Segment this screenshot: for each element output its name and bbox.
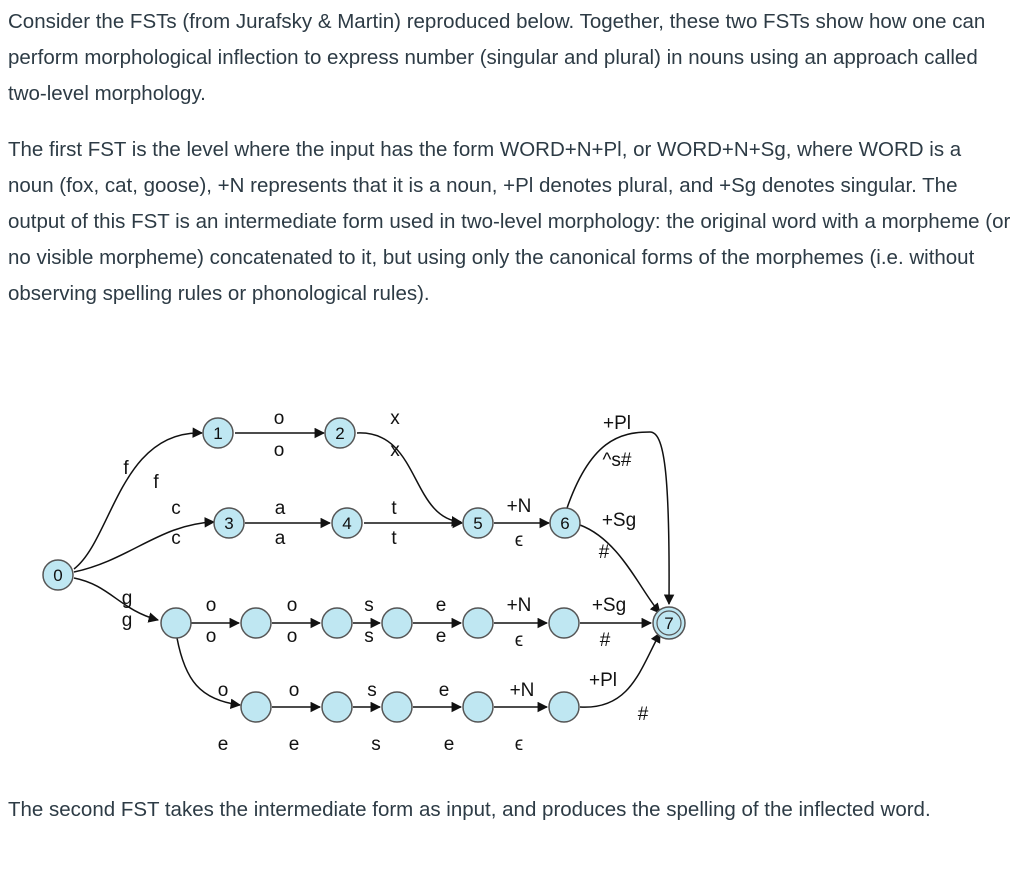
edge-0-3 bbox=[74, 522, 214, 572]
state-goose-5 bbox=[463, 608, 493, 638]
state-4-label: 4 bbox=[342, 514, 352, 533]
label-n5-lower: ϵ bbox=[514, 530, 524, 551]
label-gpl-lower: # bbox=[637, 704, 649, 725]
state-2-label: 2 bbox=[335, 424, 345, 443]
label-c-upper: c bbox=[171, 498, 181, 519]
label-ge-lower: e bbox=[435, 626, 447, 647]
label-pe1-upper: o bbox=[217, 680, 229, 701]
label-pe2-upper: o bbox=[288, 680, 300, 701]
label-go2-upper: o bbox=[286, 595, 298, 616]
label-gsg-upper: +Sg bbox=[591, 595, 627, 616]
label-go1-lower: o bbox=[205, 626, 217, 647]
first-fst-paragraph: The first FST is the level where the input has the form WORD+N+Pl, or WORD+N+Sg, where WORD is a noun (fox, cat, goose), +N represents that it is a noun, +Pl denotes plural, and +Sg denotes singular. The output of this FST is an intermediate form used in two-level morphology: the original word with a morpheme (or no visible morpheme) concatenated to it, but using only the canonical forms of the morphemes (i.e. without observing spelling rules or phonological rules). bbox=[8, 138, 1011, 305]
label-ge-upper: e bbox=[435, 595, 447, 616]
label-c-lower: c bbox=[171, 528, 181, 549]
label-a-lower: a bbox=[274, 528, 286, 549]
state-geese-2 bbox=[322, 692, 352, 722]
label-f-upper: f bbox=[123, 458, 129, 479]
label-t-lower: t bbox=[391, 528, 397, 549]
label-a-upper: a bbox=[274, 498, 286, 519]
label-ps-upper: s bbox=[367, 680, 377, 701]
edge-0-g bbox=[74, 578, 158, 620]
edge-0-1 bbox=[74, 433, 202, 569]
label-gsg-lower: # bbox=[599, 630, 611, 651]
state-5-label: 5 bbox=[473, 514, 483, 533]
state-geese-5 bbox=[549, 692, 579, 722]
label-x-lower: x bbox=[390, 440, 400, 461]
second-fst-paragraph: The second FST takes the intermediate form as input, and produces the spelling of the inflected word. bbox=[8, 798, 931, 821]
state-goose-2 bbox=[241, 608, 271, 638]
label-n5-upper: +N bbox=[506, 496, 532, 517]
label-sg6-upper: +Sg bbox=[601, 510, 637, 531]
intro-paragraph: Consider the FSTs (from Jurafsky & Martin) reproduced below. Together, these two FSTs show how one can perform morphological inflection to express number (singular and plural) in nouns using an approach called two-level morphology. bbox=[8, 10, 986, 105]
state-goose-6 bbox=[549, 608, 579, 638]
fst-diagram bbox=[0, 380, 1024, 780]
state-geese-3 bbox=[382, 692, 412, 722]
label-sg6-lower: # bbox=[598, 542, 610, 563]
state-6-label: 6 bbox=[560, 514, 570, 533]
edge-g1-p1 bbox=[177, 638, 240, 705]
state-3-label: 3 bbox=[224, 514, 234, 533]
label-gn-upper: +N bbox=[506, 595, 532, 616]
label-t-upper: t bbox=[391, 498, 397, 519]
label-g-upper: g bbox=[121, 588, 133, 609]
label-pl-upper: +Pl bbox=[603, 413, 631, 434]
label-pl-lower: ^s# bbox=[602, 450, 632, 471]
label-o1-lower: o bbox=[273, 440, 285, 461]
label-pn-lower: ϵ bbox=[514, 734, 524, 755]
label-gpl-upper: +Pl bbox=[589, 670, 617, 691]
label-pe2-lower: e bbox=[288, 734, 300, 755]
label-pe-lower: e bbox=[443, 734, 455, 755]
label-f-lower: f bbox=[153, 472, 159, 493]
label-go2-lower: o bbox=[286, 626, 298, 647]
state-goose-3 bbox=[322, 608, 352, 638]
state-goose-1 bbox=[161, 608, 191, 638]
label-pe1-lower: e bbox=[217, 734, 229, 755]
label-pn-upper: +N bbox=[509, 680, 535, 701]
label-o1-upper: o bbox=[273, 408, 285, 429]
label-pe-upper: e bbox=[438, 680, 450, 701]
state-7-label: 7 bbox=[664, 614, 674, 633]
edge-2-5 bbox=[357, 433, 461, 522]
label-gs-upper: s bbox=[364, 595, 374, 616]
label-gn-lower: ϵ bbox=[514, 630, 524, 651]
state-1-label: 1 bbox=[213, 424, 223, 443]
state-geese-1 bbox=[241, 692, 271, 722]
label-go1-upper: o bbox=[205, 595, 217, 616]
state-geese-4 bbox=[463, 692, 493, 722]
label-gs-lower: s bbox=[364, 626, 374, 647]
label-x-upper: x bbox=[390, 408, 400, 429]
label-g-lower: g bbox=[121, 610, 133, 631]
state-0-label: 0 bbox=[53, 566, 63, 585]
state-goose-4 bbox=[382, 608, 412, 638]
label-ps-lower: s bbox=[371, 734, 381, 755]
